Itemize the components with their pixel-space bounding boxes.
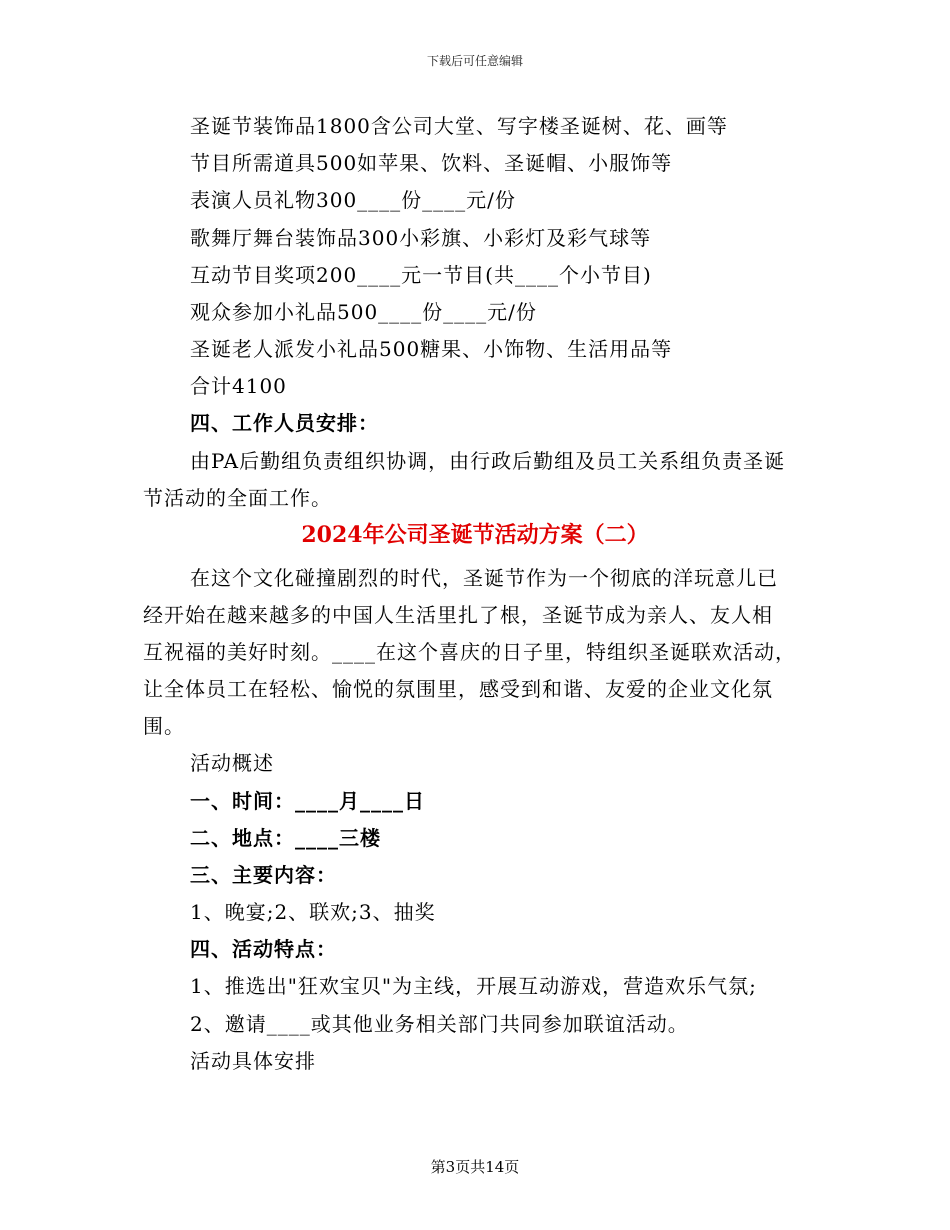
budget-line-santa-gifts: 圣诞老人派发小礼品500糖果、小饰物、生活用品等: [190, 337, 673, 361]
budget-line-prizes: 互动节目奖项200____元一节目(共____个小节目): [190, 263, 652, 287]
budget-line-performer-gifts: 表演人员礼物300____份____元/份: [190, 188, 516, 212]
paragraph-line: 由PA后勤组负责组织协调，由行政后勤组及员工关系组负责圣诞: [190, 449, 786, 473]
document-title: 2024年公司圣诞节活动方案（二）: [301, 522, 649, 548]
budget-total: 合计4100: [190, 374, 287, 398]
paragraph-line: 在这个文化碰撞剧烈的时代，圣诞节作为一个彻底的洋玩意儿已: [190, 566, 778, 590]
paragraph-line: 围。: [143, 714, 185, 738]
section-heading-time: 一、时间：____月____日: [190, 789, 425, 813]
paragraph-line: 互祝福的美好时刻。____在这个喜庆的日子里，特组织圣诞联欢活动，: [143, 640, 796, 664]
paragraph-line: 经开始在越来越多的中国人生活里扎了根，圣诞节成为亲人、友人相: [143, 603, 773, 627]
page-header: 下载后可任意编辑: [426, 54, 523, 68]
budget-line-props: 节目所需道具500如苹果、饮料、圣诞帽、小服饰等: [190, 151, 673, 175]
budget-line-stage-decor: 歌舞厅舞台装饰品300小彩旗、小彩灯及彩气球等: [190, 226, 652, 250]
feature-item-1: 1、推选出"狂欢宝贝"为主线，开展互动游戏，营造欢乐气氛;: [190, 974, 757, 998]
paragraph-line: 节活动的全面工作。: [143, 486, 332, 510]
paragraph-line: 让全体员工在轻松、愉悦的氛围里，感受到和谐、友爱的企业文化氛: [143, 677, 773, 701]
budget-line-audience-gifts: 观众参加小礼品500____份____元/份: [190, 300, 537, 324]
feature-item-2: 2、邀请____或其他业务相关部门共同参加联谊活动。: [190, 1012, 689, 1036]
section-heading-content: 三、主要内容：: [190, 863, 337, 887]
page-footer: 第3页共14页: [430, 1158, 520, 1176]
section-label-overview: 活动概述: [190, 751, 274, 775]
budget-line-decorations: 圣诞节装饰品1800含公司大堂、写字楼圣诞树、花、画等: [190, 114, 728, 138]
section-heading-staff: 四、工作人员安排：: [190, 411, 379, 435]
section-heading-features: 四、活动特点：: [190, 937, 337, 961]
content-list: 1、晚宴;2、联欢;3、抽奖: [190, 900, 436, 924]
section-heading-location: 二、地点：____三楼: [190, 826, 381, 850]
section-label-schedule: 活动具体安排: [190, 1049, 316, 1073]
